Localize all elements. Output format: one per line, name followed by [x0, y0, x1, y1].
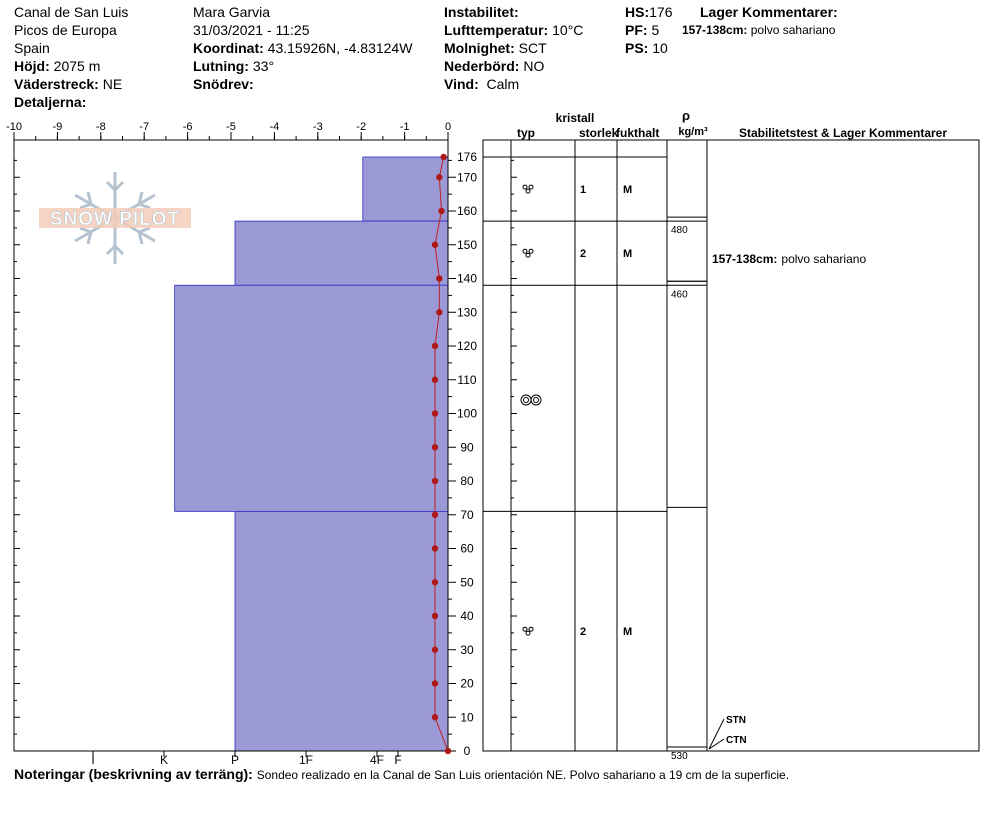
temp-tick-label: -2: [356, 121, 367, 133]
elevation-label: Höjd:: [14, 58, 50, 74]
temperature-point: [440, 154, 446, 160]
column-crystal: kristall: [555, 111, 595, 125]
hardness-label: P: [230, 753, 240, 767]
hardness-label: F: [394, 753, 402, 767]
country-name: Spain: [14, 40, 50, 56]
sky-label: Molnighet:: [444, 40, 515, 56]
hs-value: 176: [649, 4, 673, 20]
temp-tick-label: -7: [139, 121, 150, 133]
range-name: Picos de Europa: [14, 22, 117, 38]
crystal-type-icon: [526, 253, 530, 257]
crystal-type-icon: [524, 398, 529, 403]
location-name: Canal de San Luis: [14, 4, 129, 20]
crystal-type-icon: [521, 395, 531, 405]
crystal-type-icon: [523, 249, 527, 253]
ps-value: 10: [652, 40, 668, 56]
temperature-point: [432, 343, 438, 349]
column-size: storlek: [579, 126, 619, 140]
column-moisture: fukthalt: [616, 126, 660, 140]
stability-test-label: STN: [726, 715, 746, 726]
height-tick-label: 90: [460, 440, 474, 455]
layer-comments-depth: 157-138cm:: [682, 23, 748, 37]
temperature-point: [445, 748, 451, 754]
temperature-point: [436, 309, 442, 315]
crystal-type-icon: [529, 627, 533, 631]
temp-tick-label: 0: [444, 121, 452, 133]
crystal-type-icon: [523, 627, 527, 631]
density-value: 460: [671, 289, 688, 301]
temp-tick-label: -3: [312, 121, 323, 133]
hardness-label: 4F: [369, 753, 385, 767]
stability-test-label: CTN: [726, 735, 747, 746]
crystal-cells: [521, 184, 632, 638]
temperature-point: [436, 174, 442, 180]
height-tick-label: 80: [460, 474, 474, 488]
notes-label: Noteringar (beskrivning av terräng):: [14, 766, 253, 782]
notes-text: Sondeo realizado en la Canal de San Luis orientación NE. Polvo sahariano a 19 cm de la superficie.: [256, 768, 790, 782]
temperature-point: [432, 613, 438, 619]
temperature-point: [432, 410, 438, 416]
crystal-size: 1: [580, 184, 587, 197]
crystal-size: 2: [580, 248, 587, 261]
notes: [14, 766, 789, 782]
temperature-point: [432, 478, 438, 484]
height-tick-label: 170: [456, 170, 478, 185]
sky-value: SCT: [518, 40, 547, 56]
hardness-bar: [235, 221, 448, 285]
height-tick-label: 160: [456, 204, 478, 218]
hardness-label: K: [159, 753, 169, 767]
slope-label: Lutning:: [193, 58, 249, 74]
table-frame: [483, 140, 979, 751]
hardness-bar: [363, 157, 448, 221]
temperature-point: [432, 714, 438, 720]
column-type: typ: [517, 126, 535, 140]
pf-label: PF:: [625, 22, 648, 38]
layer-comments-text: polvo sahariano: [750, 23, 836, 37]
hardness-label: I: [91, 753, 95, 767]
hs-label: HS:: [625, 4, 650, 20]
stability-tests: [709, 715, 747, 749]
hardness-bars: [175, 157, 448, 751]
temperature-point: [432, 512, 438, 518]
temperature-point: [432, 680, 438, 686]
elevation-value: 2075 m: [53, 58, 101, 74]
crystal-type-icon: [526, 189, 530, 193]
observation-datetime: 31/03/2021 - 11:25: [193, 22, 310, 38]
details-label: Detaljerna:: [14, 94, 87, 110]
density-value: 480: [671, 225, 688, 237]
temp-tick-label: -8: [95, 121, 106, 133]
air-temp-value: 10°C: [552, 22, 584, 38]
hardness-bar: [175, 285, 448, 511]
temperature-point: [436, 275, 442, 281]
height-tick-label: 20: [460, 676, 474, 691]
temp-tick-label: -6: [182, 121, 193, 133]
hardness-axis: [91, 751, 401, 767]
drift-label: Snödrev:: [193, 76, 254, 92]
temperature-point: [432, 647, 438, 653]
crystal-type-icon: [529, 185, 533, 189]
column-stability: Stabilitetstest & Lager Kommentarer: [738, 126, 948, 140]
temperature-point: [432, 444, 438, 450]
crystal-moisture: M: [623, 184, 633, 197]
pf-value: 5: [651, 22, 660, 38]
height-tick-label: 70: [460, 507, 474, 522]
height-tick-label: 50: [460, 575, 474, 590]
column-rho: ρ: [681, 108, 691, 123]
height-tick-label: 0: [463, 744, 471, 758]
temp-tick-label: -4: [269, 121, 280, 133]
instability-label: Instabilitet:: [444, 4, 519, 20]
crystal-type-icon: [529, 249, 533, 253]
column-density-unit: kg/m³: [678, 126, 708, 138]
crystal-moisture: M: [623, 626, 633, 639]
coords-value: 43.15926N, -4.83124W: [267, 40, 413, 56]
height-tick-label: 10: [460, 710, 474, 725]
crystal-type-icon: [526, 631, 530, 635]
height-tick-label: 120: [456, 339, 478, 353]
hardness-bar: [235, 511, 448, 751]
density-cells: [667, 217, 707, 762]
crystal-size: 2: [580, 626, 587, 639]
temp-tick-label: -10: [6, 121, 22, 133]
temperature-point: [432, 545, 438, 551]
crystal-type-icon: [531, 395, 541, 405]
height-tick-label: 130: [456, 305, 478, 320]
logo-text: SNOW PILOT: [49, 209, 181, 230]
slope-value: 33°: [252, 58, 275, 74]
ps-label: PS:: [625, 40, 649, 56]
crystal-type-icon: [534, 398, 539, 403]
wind-value: Calm: [486, 76, 520, 92]
height-tick-label: 30: [460, 642, 474, 657]
height-tick-label: 110: [457, 372, 477, 387]
height-tick-label: 60: [460, 541, 474, 556]
height-tick-label: 40: [460, 609, 474, 623]
layer-table: [483, 108, 979, 762]
layer-comments-label: Lager Kommentarer:: [700, 4, 838, 20]
aspect-value: NE: [102, 76, 123, 92]
crystal-type-icon: [523, 185, 527, 189]
temperature-point: [432, 242, 438, 248]
density-value: 530: [671, 751, 688, 762]
hardness-label: 1F: [298, 753, 314, 767]
precip-label: Nederbörd:: [444, 58, 520, 74]
stability-comment: [712, 252, 866, 266]
wind-label: Vind:: [444, 76, 479, 92]
temp-tick-label: -9: [52, 121, 63, 133]
aspect-label: Väderstreck:: [14, 76, 99, 92]
temp-tick-label: -1: [399, 121, 410, 133]
temperature-point: [432, 579, 438, 585]
observer-name: Mara Garvia: [193, 4, 271, 20]
temp-tick-label: -5: [226, 121, 236, 133]
height-tick-label: 176: [456, 150, 478, 164]
height-tick-label: 140: [456, 271, 478, 286]
height-tick-label: 150: [456, 237, 478, 252]
crystal-moisture: M: [623, 248, 633, 261]
snowpilot-logo: [39, 172, 191, 264]
coords-label: Koordinat:: [193, 40, 264, 56]
stability-comment-text: polvo sahariano: [781, 252, 867, 266]
height-tick-label: 100: [456, 406, 478, 421]
temperature-point: [432, 377, 438, 383]
stability-comment-depth: 157-138cm:: [712, 252, 778, 266]
air-temp-label: Lufttemperatur:: [444, 22, 549, 38]
precip-value: NO: [523, 58, 545, 74]
temperature-point: [438, 208, 444, 214]
temperature-axis: [6, 121, 451, 140]
